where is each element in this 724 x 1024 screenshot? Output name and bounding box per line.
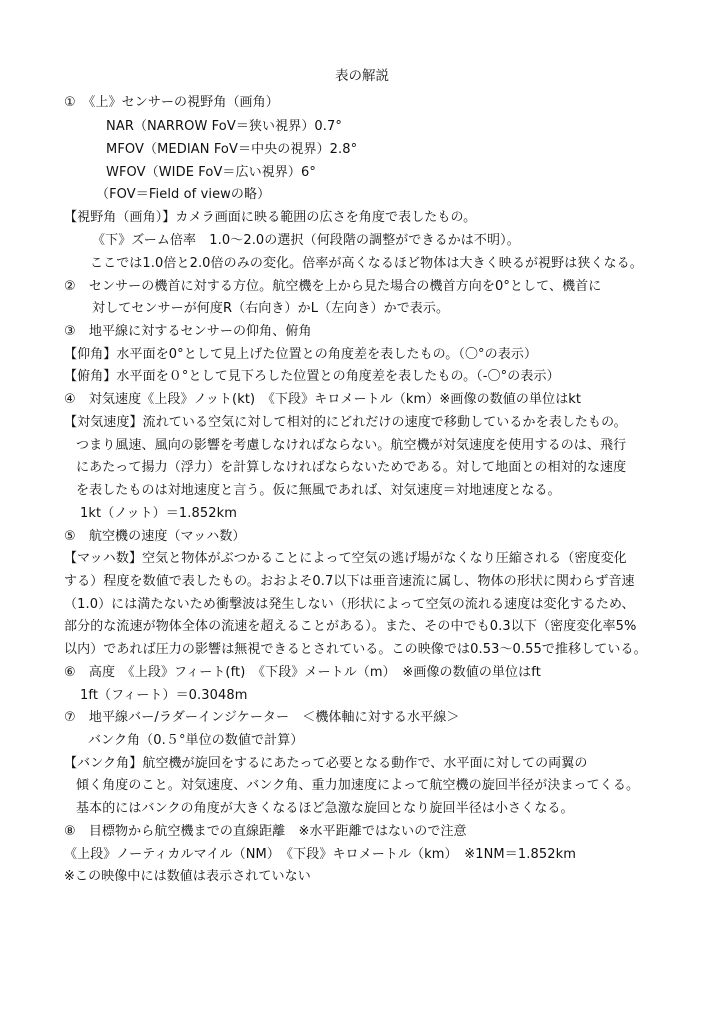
fov-median-line: MFOV（MEDIAN FoV＝中央の視界）2.8° <box>106 142 358 157</box>
mach-definition-5: 以内）であれば圧力の影響は無視できるとされている。この映像では0.53〜0.55で推移している。 <box>64 642 647 657</box>
bank-angle-unit: バンク角（0.５°単位の数値で計算） <box>88 733 304 748</box>
bank-definition-2: 傾く角度のこと。対気速度、バンク角、重力加速度によって航空機の旋回半径が決まってくる。 <box>76 778 640 793</box>
page-title: 表の解説 <box>335 68 389 84</box>
section-2-heading: ② センサーの機首に対する方位。航空機を上から見た場合の機首方向を0°として、機首に <box>64 279 602 294</box>
bank-definition-1: 【バンク角】航空機が旋回をするにあたって必要となる動作で、水平面に対しての両翼の <box>64 756 588 771</box>
section-7-heading: ⑦ 地平線バー/ラダーインジケーター ＜機体軸に対する水平線＞ <box>64 710 460 725</box>
airspeed-definition-1: 【対気速度】流れている空気に対して相対的にどれだけの速度で移動しているかを表したもの。 <box>64 415 627 430</box>
zoom-note: ここでは1.0倍と2.0倍のみの変化。倍率が高くなるほど物体は大きく映るが視野は狭くなる。 <box>90 256 643 271</box>
airspeed-definition-2: つまり風速、風向の影響を考慮しなければならない。航空機が対気速度を使用するのは、飛行 <box>76 438 627 453</box>
section-1-heading: ① 《上》センサーの視野角（画角） <box>64 95 279 110</box>
mach-definition-2: する）程度を数値で表したもの。おおよそ0.7以下は亜音速流に属し、物体の形状に関わらず音速 <box>64 574 635 589</box>
mach-definition-4: 部分的な流速が物体全体の流速を超えることがある）。また、その中でも0.3以下（密度変化率5% <box>64 619 637 634</box>
bank-definition-3: 基本的にはバンクの角度が大きくなるほど急激な旋回となり旋回半径は小さくなる。 <box>76 801 574 816</box>
distance-units: 《上段》ノーティカルマイル（NM） 《下段》キロメートル（km） ※1NM＝1.852km <box>64 847 576 862</box>
fov-narrow-line: NAR（NARROW FoV＝狭い視界）0.7° <box>106 119 342 134</box>
knot-conversion: 1kt（ノット）＝1.852km <box>80 506 237 521</box>
section-2-continuation: 対してセンサーが何度R（右向き）かL（左向き）かで表示。 <box>92 301 450 316</box>
zoom-line: 《下》ズーム倍率 1.0〜2.0の選択（何段階の調整ができるかは不明）。 <box>92 233 520 248</box>
section-6-heading: ⑥ 高度 《上段》フィート(ft) 《下段》メートル（m） ※画像の数値の単位はft <box>64 665 541 680</box>
mach-definition-1: 【マッハ数】空気と物体がぶつかることによって空気の逃げ場がなくなり圧縮される（密度変化 <box>64 551 627 566</box>
section-3-heading: ③ 地平線に対するセンサーの仰角、俯角 <box>64 324 312 339</box>
airspeed-definition-3: にあたって揚力（浮力）を計算しなければならないためである。対して地面との相対的な速度 <box>76 460 627 475</box>
feet-conversion: 1ft（フィート）＝0.3048m <box>80 688 248 703</box>
section-4-heading: ④ 対気速度《上段》ノット(kt) 《下段》キロメートル（km）※画像の数値の単位はkt <box>64 392 582 407</box>
fov-abbreviation-note: （FOV＝Field of viewの略） <box>96 187 271 202</box>
distance-note: ※この映像中には数値は表示されていない <box>64 869 311 884</box>
fov-wide-line: WFOV（WIDE FoV＝広い視界）6° <box>106 165 317 180</box>
section-5-heading: ⑤ 航空機の速度（マッハ数） <box>64 529 246 544</box>
airspeed-definition-4: を表したものは対地速度と言う。仮に無風であれば、対気速度＝対地速度となる。 <box>76 483 561 498</box>
section-8-heading: ⑧ 目標物から航空機までの直線距離 ※水平距離ではないので注意 <box>64 824 467 839</box>
elevation-definition: 【仰角】水平面を0°として見上げた位置との角度差を表したもの。（〇°の表示） <box>64 347 538 362</box>
depression-definition: 【俯角】水平面を０°として見下ろした位置との角度差を表したもの。（-〇°の表示） <box>64 369 560 384</box>
fov-definition: 【視野角（画角）】カメラ画面に映る範囲の広さを角度で表したもの。 <box>64 210 477 225</box>
mach-definition-3: （1.0）には満たないため衝撃波は発生しない（形状によって空気の流れる速度は変化するため、 <box>64 597 635 612</box>
